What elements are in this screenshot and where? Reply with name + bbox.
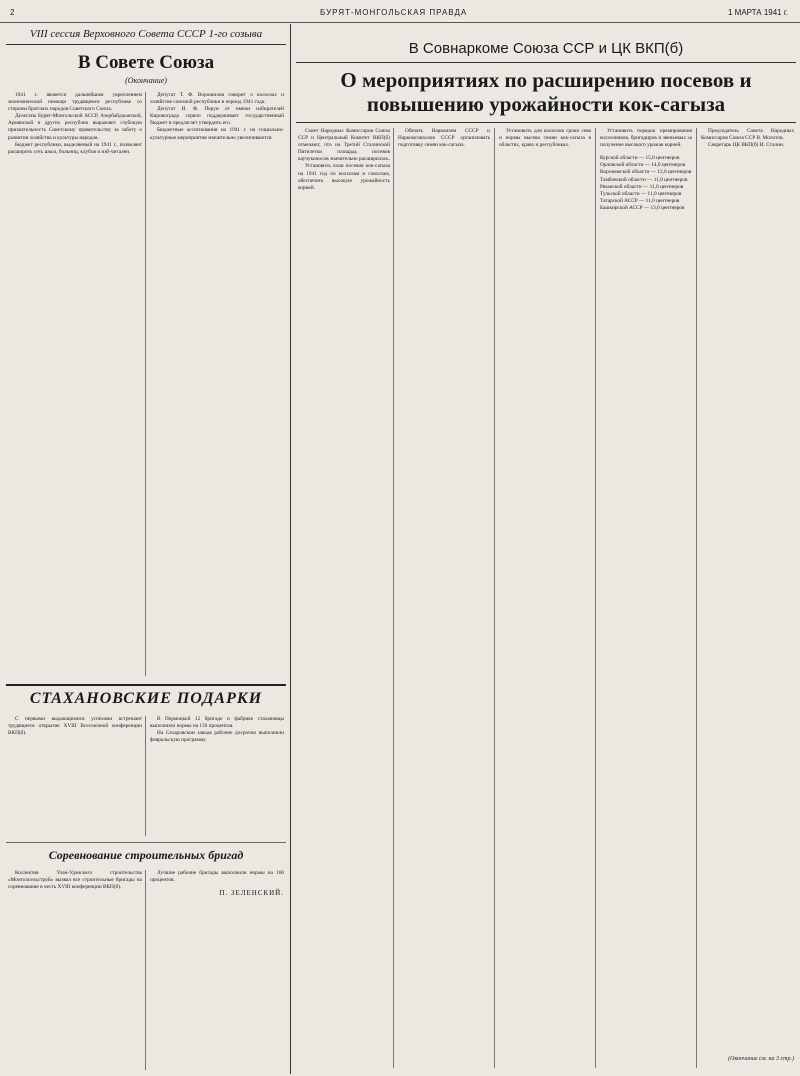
right-column-2: [398, 128, 490, 1068]
region-list: [600, 155, 692, 212]
paragraph: Бюджет республики, выделяемый на 1941 г., позволяет расширить сеть школ, больниц, клубов и изб-читален.: [8, 141, 142, 155]
paragraph: Коллектив Улан-Удэнского строительства «Монголсельстрой» вызвал все строительные бригады на соревнование в честь XVIII конференции ВКП(б).: [8, 870, 142, 891]
signature: П. ЗЕЛЕНСКИЙ.: [219, 889, 284, 898]
left-column-2: [150, 92, 284, 676]
brigades-column-2: [150, 870, 284, 1070]
paragraph: Бюджетные ассигнования на 1941 г. на социально-культурные мероприятия значительно увеличиваются.: [150, 127, 284, 141]
right-section-header: В Совнаркоме Союза ССР и ЦК ВКП(б): [408, 40, 684, 57]
column-rule: [494, 128, 495, 1068]
paragraph: Совет Народных Комиссаров Союза ССР и Центральный Комитет ВКП(б) отмечают, что на Третий Сталинской Пятилетки площадь посевов каучуконосов значительно расширилась.: [298, 128, 390, 163]
list-item: Курской области — 15,0 центнеров: [600, 155, 680, 162]
right-column-1: [298, 128, 390, 1068]
section-heading: В Совете Союза: [77, 52, 215, 73]
paragraph: 1941 г. является дальнейшим укреплением экономической помощи трудящимся республике со стороны братских народов Советского Союза.: [8, 92, 142, 113]
article-title: О мероприятиях по расширению посевов и повышению урожайности кок-сагыза: [340, 68, 752, 116]
column-rule: [145, 92, 146, 676]
list-item: Рязанской области — 11,0 центнеров: [600, 183, 684, 190]
divider: [6, 842, 286, 843]
issue-date: 1 МАРТА 1941 г.: [727, 8, 788, 17]
paragraph: Установить порядок премирования колхозников, бригадиров и звеньевых за получение высокого урожая корней.: [600, 128, 692, 149]
list-item: Татарской АССР — 11,0 центнеров: [600, 197, 680, 204]
paragraph: В Пермоцкой 12 бригаде и фабрике стахановцы выполнили нормы на 150 процентов.: [150, 716, 284, 730]
paragraph: Обязать Наркомзем СССР и Наркомсовхозов СССР организовать подготовку семян кок-сагыза.: [398, 128, 490, 149]
page-number: 2: [10, 8, 15, 17]
stakhanov-heading: СТАХАНОВСКИЕ ПОДАРКИ: [29, 690, 263, 707]
paragraph: Лучшие рабочие бригады выполнили нормы на 160 процентов.: [150, 870, 284, 884]
column-rule: [696, 128, 697, 1068]
paragraph: Делегаты Бурят-Монгольской АССР, Азербайджанской, Армянской и других республик выражают глубокую признательность Советскому правительству за заботу о развитии хозяйства и культуры народов.: [8, 113, 142, 141]
paragraph: На Сахаровском заводе рабочие досрочно выполнили февральскую программу.: [150, 730, 284, 744]
masthead: [0, 0, 800, 23]
paragraph: Установить план посевов кок-сагыза на 1941 год по колхозам и совхозам, обеспечить высокую урожайность корней.: [298, 163, 390, 191]
list-item: Орловской области — 14,0 центнеров: [600, 162, 686, 169]
divider: [296, 122, 796, 123]
left-column-1: [8, 92, 142, 676]
column-rule: [145, 870, 146, 1070]
brigades-heading: Соревнование строительных бригад: [48, 848, 244, 862]
column-rule: [393, 128, 394, 1068]
newspaper-name: БУРЯТ-МОНГОЛЬСКАЯ ПРАВДА: [320, 8, 468, 17]
divider: [6, 44, 286, 45]
divider: [296, 62, 796, 63]
list-item: Башкирской АССР — 13,0 центнеров: [600, 204, 685, 211]
paragraph: Председатель Совета Народных Комиссаров Союза ССР В. Молотов.: [701, 128, 794, 142]
right-column-3: [499, 128, 591, 1068]
section-divider: [290, 24, 291, 1074]
paragraph: Депутат Т. Ф. Ворошилов говорит о колхозах и хозяйстве союзной республики в период 1941 года.: [150, 92, 284, 106]
stakhanov-column-1: [8, 716, 142, 836]
continuation-note: (Окончание см. на 3 стр.): [728, 1056, 794, 1062]
list-item: Тульской области — 11,0 центнеров: [600, 190, 682, 197]
brigades-column-1: [8, 870, 142, 1070]
right-column-5: [701, 128, 794, 1048]
paragraph: С первыми выдающимися успехами встречают трудящиеся открытие XVIII Всесоюзной конференции ВКП(б).: [8, 716, 142, 737]
column-rule: [145, 716, 146, 836]
paragraph: Установить для колхозов сроки сева и нормы высева семян кок-сагыза в областях, краях и республиках.: [499, 128, 591, 149]
right-column-4: [600, 128, 692, 1068]
list-item: Воронежской области — 12,0 центнеров: [600, 169, 692, 176]
session-banner: VIII сессия Верховного Совета СССР 1-го созыва: [29, 28, 263, 40]
section-subheading: (Окончание): [125, 76, 167, 85]
column-rule: [595, 128, 596, 1068]
stakhanov-column-2: [150, 716, 284, 836]
paragraph: Депутат И. Ф. Перун от имени избирателей Кировограда горячо поддерживает государственный бюджет и предлагает утвердить его.: [150, 106, 284, 127]
list-item: Тамбовской области — 11,0 центнеров: [600, 176, 688, 183]
paragraph: Секретарь ЦК ВКП(б) И. Сталин.: [708, 142, 785, 149]
divider: [6, 684, 286, 686]
